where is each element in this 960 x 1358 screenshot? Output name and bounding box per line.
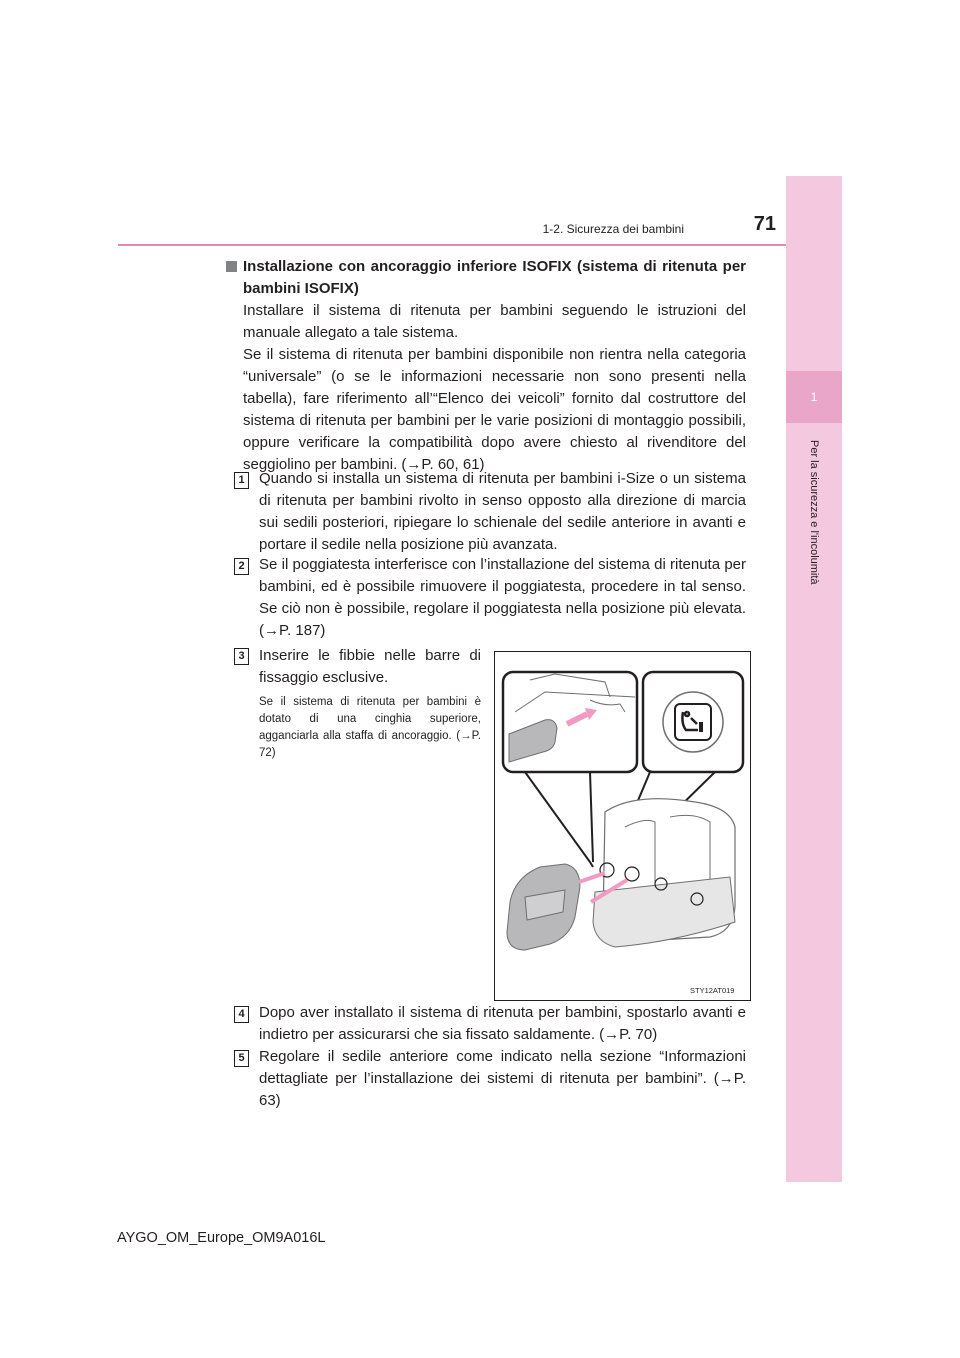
heading-bullet-icon <box>226 261 237 272</box>
header-rule <box>118 244 786 246</box>
step-1-text: Quando si installa un sistema di ritenuta per bambini i-Size o un sistema di ritenuta per bambini rivolto in senso opposto alla direzione di marcia sui sedili posteriori, ripiegare lo schienale del sedile anteriore in avanti e portare il sedile nella posizione più avanzata. <box>259 470 746 553</box>
seat-illustration <box>495 652 750 1000</box>
figure-code: STY12AT019 <box>690 986 735 995</box>
section-heading: Installazione con ancoraggio inferiore ISOFIX (sistema di ritenuta per bambini ISOFIX) <box>243 258 746 297</box>
step-number-badge: 4 <box>234 1006 249 1023</box>
step-2-text: Se il poggiatesta interferisce con l’installazione del sistema di ritenuta per bambini, ed è possibile rimuovere il poggiatesta, procedere in tal senso. Se ciò non è possibile, regolare il poggiatesta nella posizione più elevata. (→P. 187) <box>259 556 746 639</box>
step-5-text: Regolare il sedile anteriore come indicato nella sezione “Informazioni dettagliate per l’installazione dei sistemi di ritenuta per bambini”. (→P. 63) <box>259 1048 746 1109</box>
chapter-title: Per la sicurezza e l'incolumità <box>808 440 820 585</box>
document-code: AYGO_OM_Europe_OM9A016L <box>117 1230 326 1246</box>
intro-paragraph-1: Installare il sistema di ritenuta per bambini seguendo le istruzioni del manuale allegato a tale sistema. <box>243 302 746 341</box>
section-title: 1-2. Sicurezza dei bambini <box>542 222 684 236</box>
step-4-text: Dopo aver installato il sistema di ritenuta per bambini, spostarlo avanti e indietro per assicurarsi che sia fissato saldamente. (→P. 70) <box>259 1004 746 1043</box>
step-number-badge: 2 <box>234 558 249 575</box>
chapter-number: 1 <box>810 390 818 404</box>
step-3-text: Inserire le fibbie nelle barre di fissaggio esclusive. <box>259 647 481 686</box>
isofix-symbol-icon <box>675 704 711 740</box>
page-number: 71 <box>753 213 776 235</box>
step-number-badge: 5 <box>234 1050 249 1067</box>
intro-paragraph-2: Se il sistema di ritenuta per bambini disponibile non rientra nella categoria “universale” (o se le informazioni necessarie non sono presenti nella tabella), fare riferimento all’“Elenco dei veicoli” fornito dal costruttore del sistema di ritenuta per bambini per le varie posizioni di montaggio possibili, oppure verificare la compatibilità dopo avere chiesto al rivenditore del seggiolino per bambini. (→P. 60, 61) <box>243 346 746 473</box>
step-number-badge: 3 <box>234 648 249 665</box>
step-3-note: Se il sistema di ritenuta per bambini è dotato di una cinghia superiore, agganciarla alla staffa di ancoraggio. (→P. 72) <box>259 696 481 759</box>
isofix-installation-figure <box>494 651 751 1001</box>
step-number-badge: 1 <box>234 472 249 489</box>
